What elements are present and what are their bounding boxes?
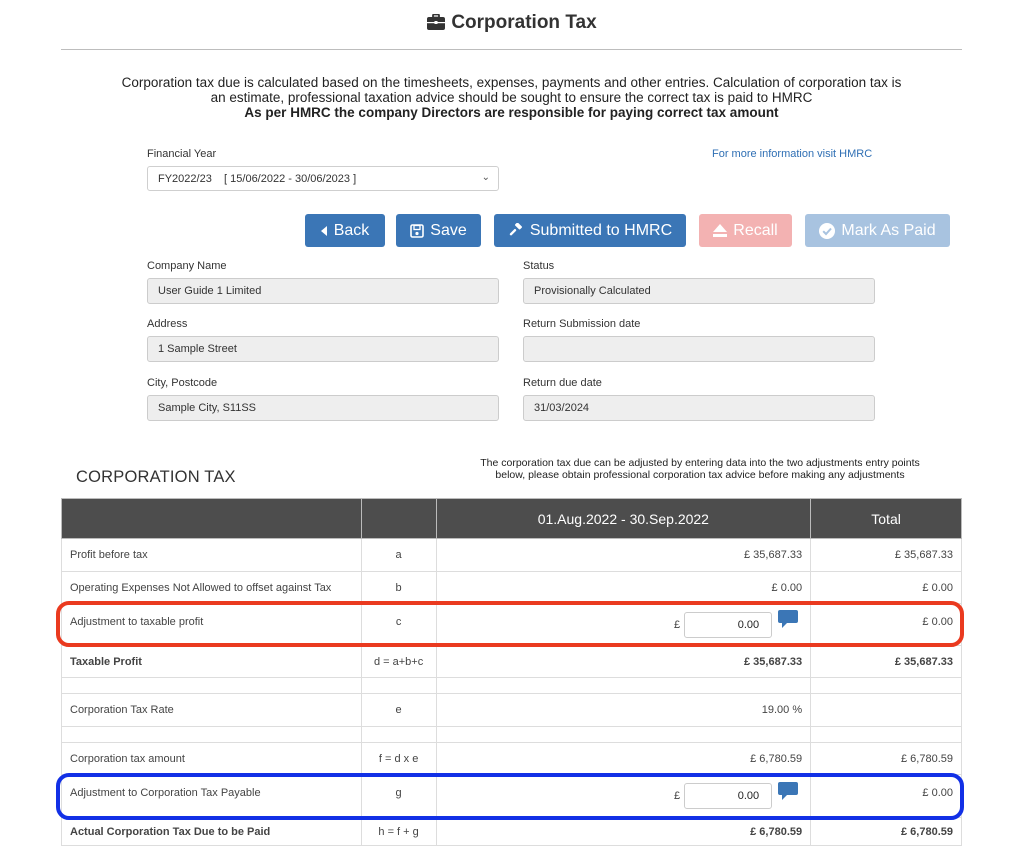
row-code: b	[361, 572, 436, 604]
address-field[interactable]: 1 Sample Street	[147, 336, 499, 362]
section-note-line-1: The corporation tax due can be adjusted by entering data into the two adjustments entry points	[480, 457, 920, 469]
financial-year-value: FY2022/23 [ 15/06/2022 - 30/06/2023 ]	[158, 173, 357, 185]
back-button-label: Back	[333, 221, 370, 239]
row-code: f = d x e	[361, 743, 436, 775]
recall-button[interactable]	[699, 214, 792, 247]
header-total: Total	[811, 499, 962, 539]
return-submission-date-label: Return Submission date	[523, 318, 641, 330]
adjustment-taxable-profit-input[interactable]: 0.00	[684, 612, 772, 638]
table-spacer-row	[62, 727, 962, 743]
row-label: Taxable Profit	[62, 646, 362, 678]
table-row	[62, 572, 962, 604]
city-postcode-label: City, Postcode	[147, 377, 218, 389]
row-code: c	[361, 604, 436, 646]
row-period-value: £ 35,687.33	[436, 646, 811, 678]
row-period-value: £ 35,687.33	[436, 539, 811, 572]
table-row-adjust-taxable-profit	[62, 604, 962, 646]
intro-line-2: an estimate, professional taxation advice should be sought to ensure the correct tax is paid to HMRC	[210, 90, 813, 105]
gavel-icon	[508, 223, 524, 239]
row-label: Corporation tax amount	[62, 743, 362, 775]
submitted-to-hmrc-button[interactable]	[494, 214, 686, 247]
table-row	[62, 818, 962, 846]
intro-text	[61, 75, 962, 120]
section-note	[440, 457, 960, 481]
row-period-input-cell	[436, 604, 811, 646]
hmrc-link[interactable]: For more information visit HMRC	[712, 148, 873, 160]
submitted-to-hmrc-label: Submitted to HMRC	[529, 221, 673, 239]
city-postcode-field[interactable]: Sample City, S11SS	[147, 395, 499, 421]
row-total-value: £ 0.00	[811, 604, 962, 646]
mark-as-paid-button[interactable]	[805, 214, 950, 247]
table-header-row	[62, 499, 962, 539]
mark-as-paid-label: Mark As Paid	[841, 221, 936, 239]
row-period-value: £ 0.00	[436, 572, 811, 604]
briefcase-icon	[427, 14, 445, 36]
intro-line-1: Corporation tax due is calculated based on the timesheets, expenses, payments and other entries. Calculation of corporation tax is	[121, 75, 902, 90]
eject-icon	[713, 224, 727, 237]
page-title-text: Corporation Tax	[451, 12, 597, 33]
return-due-date-field[interactable]: 31/03/2024	[523, 395, 875, 421]
row-code: a	[361, 539, 436, 572]
row-total-value	[811, 694, 962, 727]
chevron-down-icon: ⌄	[481, 172, 490, 183]
row-label: Operating Expenses Not Allowed to offset against Tax	[62, 572, 362, 604]
recall-button-label: Recall	[733, 221, 778, 239]
company-name-label: Company Name	[147, 260, 227, 272]
company-name-field[interactable]: User Guide 1 Limited	[147, 278, 499, 304]
page-title	[0, 12, 1024, 36]
table-row-adjust-tax-payable	[62, 775, 962, 818]
address-label: Address	[147, 318, 188, 330]
row-total-value: £ 6,780.59	[811, 818, 962, 846]
adjustment-tax-payable-input[interactable]: 0.00	[684, 783, 772, 809]
corporation-tax-table	[61, 498, 962, 846]
row-period-input-cell	[436, 775, 811, 818]
row-label: Adjustment to Corporation Tax Payable	[62, 775, 362, 818]
row-total-value: £ 6,780.59	[811, 743, 962, 775]
table-row	[62, 539, 962, 572]
floppy-disk-icon	[410, 224, 424, 238]
currency-symbol: £	[674, 618, 681, 631]
row-label: Corporation Tax Rate	[62, 694, 362, 727]
header-label-cell	[62, 499, 362, 539]
row-total-value: £ 35,687.33	[811, 539, 962, 572]
status-label: Status	[523, 260, 555, 272]
financial-year-select[interactable]	[147, 166, 499, 191]
save-button[interactable]	[396, 214, 481, 247]
row-period-value: £ 6,780.59	[436, 743, 811, 775]
row-label: Actual Corporation Tax Due to be Paid	[62, 818, 362, 846]
table-spacer-row	[62, 678, 962, 694]
table-row	[62, 646, 962, 678]
row-total-value: £ 0.00	[811, 775, 962, 818]
return-submission-date-field[interactable]	[523, 336, 875, 362]
header-code-cell	[361, 499, 436, 539]
row-label: Profit before tax	[62, 539, 362, 572]
title-divider	[61, 49, 962, 50]
row-period-value: 19.00 %	[436, 694, 811, 727]
status-field[interactable]: Provisionally Calculated	[523, 278, 875, 304]
comment-icon[interactable]	[778, 782, 798, 803]
row-code: h = f + g	[361, 818, 436, 846]
section-title: CORPORATION TAX	[76, 468, 236, 486]
save-button-label: Save	[430, 221, 467, 239]
header-period: 01.Aug.2022 - 30.Sep.2022	[436, 499, 811, 539]
row-code: g	[361, 775, 436, 818]
currency-symbol: £	[674, 790, 681, 802]
back-button[interactable]	[305, 214, 385, 247]
table-row	[62, 743, 962, 775]
row-total-value: £ 0.00	[811, 572, 962, 604]
row-period-value: £ 6,780.59	[436, 818, 811, 846]
table-row	[62, 694, 962, 727]
intro-line-3: As per HMRC the company Directors are responsible for paying correct tax amount	[244, 105, 779, 120]
financial-year-label: Financial Year	[147, 148, 217, 160]
return-due-date-label: Return due date	[523, 377, 602, 389]
row-label: Adjustment to taxable profit	[62, 604, 362, 646]
check-circle-icon	[819, 223, 835, 239]
row-code: d = a+b+c	[361, 646, 436, 678]
comment-icon[interactable]	[778, 610, 798, 631]
section-note-line-2: below, please obtain professional corporation tax advice before making any adjustments	[495, 469, 905, 481]
row-code: e	[361, 694, 436, 727]
row-total-value: £ 35,687.33	[811, 646, 962, 678]
caret-left-icon	[321, 226, 328, 236]
